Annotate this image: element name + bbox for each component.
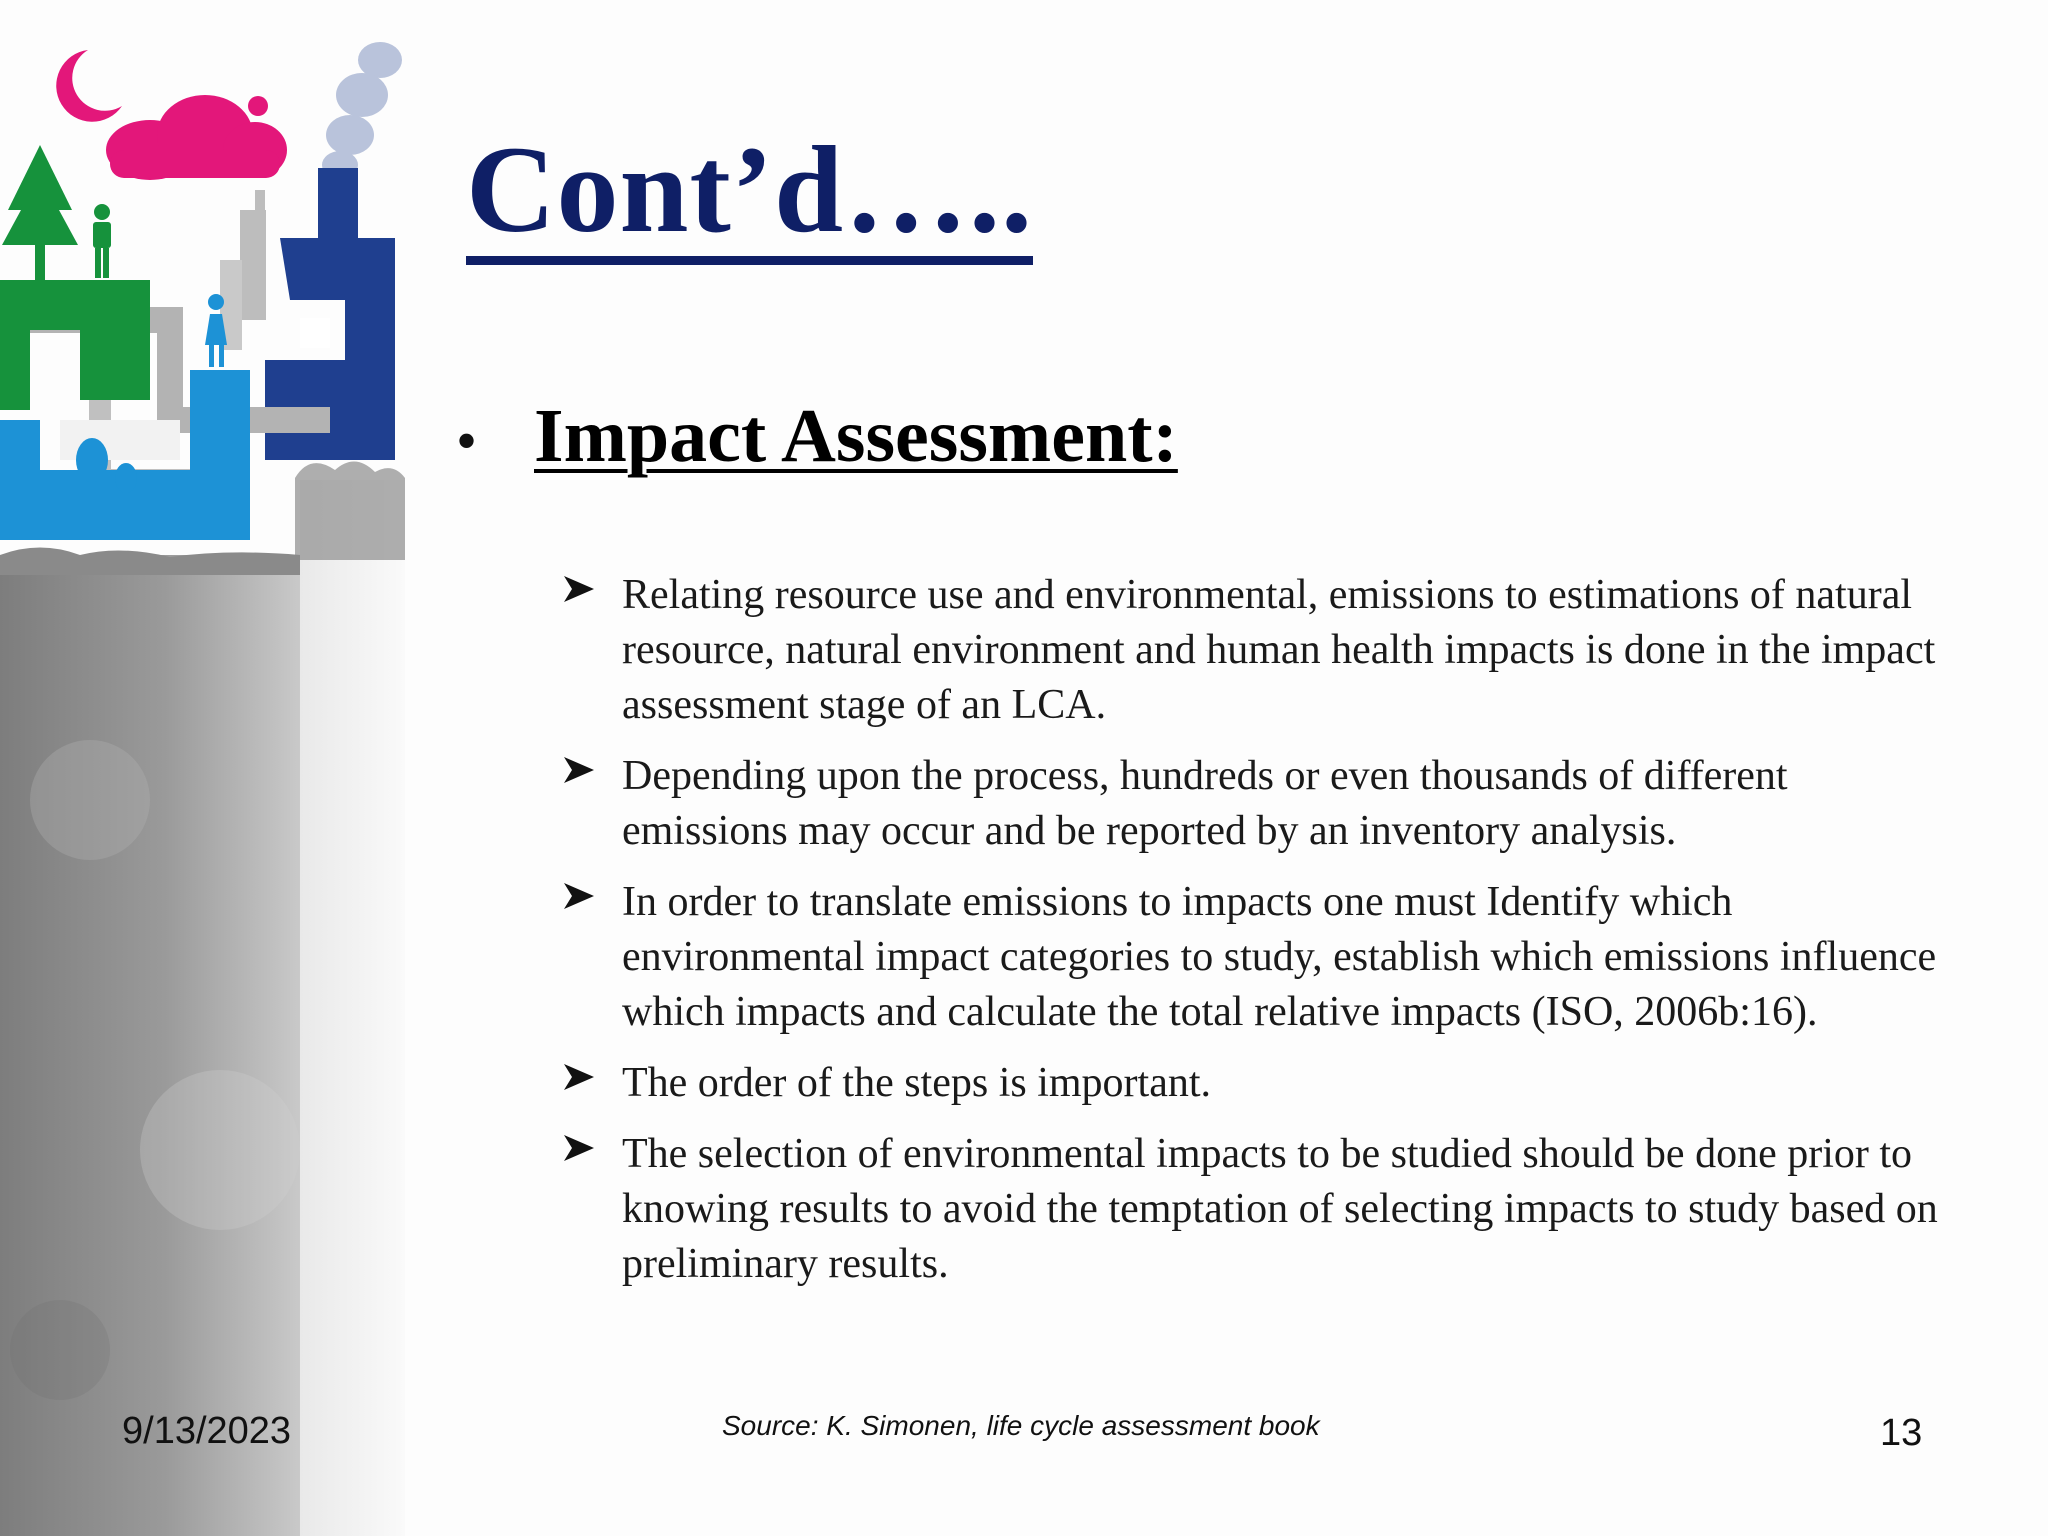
- footer-source: Source: K. Simonen, life cycle assessment book: [722, 1410, 1320, 1441]
- heading-bullet: •: [456, 408, 478, 474]
- arrow-bullet-icon: [562, 875, 622, 1040]
- list-item-text: Depending upon the process, hundreds or even thousands of different emissions may occur and be reported by an inventory analysis.: [622, 753, 1788, 854]
- list-item: [562, 749, 1962, 859]
- list-item: [562, 875, 1962, 1040]
- arrow-bullet-icon: [562, 568, 622, 733]
- decorative-illustration: [0, 0, 410, 1536]
- person-icon: [93, 204, 111, 278]
- moon-icon: [56, 50, 122, 122]
- section-heading-row: [456, 394, 1178, 478]
- slide-title: Cont’d…..: [466, 128, 1033, 265]
- page-number: 13: [1880, 1412, 1923, 1454]
- cloud-icon: [106, 95, 287, 180]
- green-pipe-shape: [0, 280, 150, 410]
- arrow-bullet-icon: [562, 1056, 622, 1111]
- list-item-text: In order to translate emissions to impacts one must Identify which environmental impact categories to study, establish which emissions influence which impacts and calculate the total relative impacts (ISO, 2006b:16).: [622, 879, 1937, 1035]
- arrow-bullet-icon: [562, 1127, 622, 1292]
- tree-icon: [2, 145, 78, 285]
- list-item-text: The selection of environmental impacts to be studied should be done prior to knowing results to avoid the temptation of selecting impacts to study based on preliminary results.: [622, 1131, 1938, 1287]
- arrow-bullet-icon: [562, 749, 622, 859]
- smoke-icon: [322, 42, 402, 179]
- list-item: [562, 1056, 1962, 1111]
- list-item: [562, 1127, 1962, 1292]
- list-item: [562, 568, 1962, 733]
- footer-date: 9/13/2023: [122, 1410, 292, 1452]
- list-item-text: The order of the steps is important.: [622, 1060, 1212, 1106]
- section-heading: Impact Assessment:: [534, 394, 1178, 478]
- list-item-text: Relating resource use and environmental, emissions to estimations of natural resource, natural environment and human health impacts is done in the impact assessment stage of an LCA.: [622, 572, 1936, 728]
- bullet-list: [562, 568, 1962, 1308]
